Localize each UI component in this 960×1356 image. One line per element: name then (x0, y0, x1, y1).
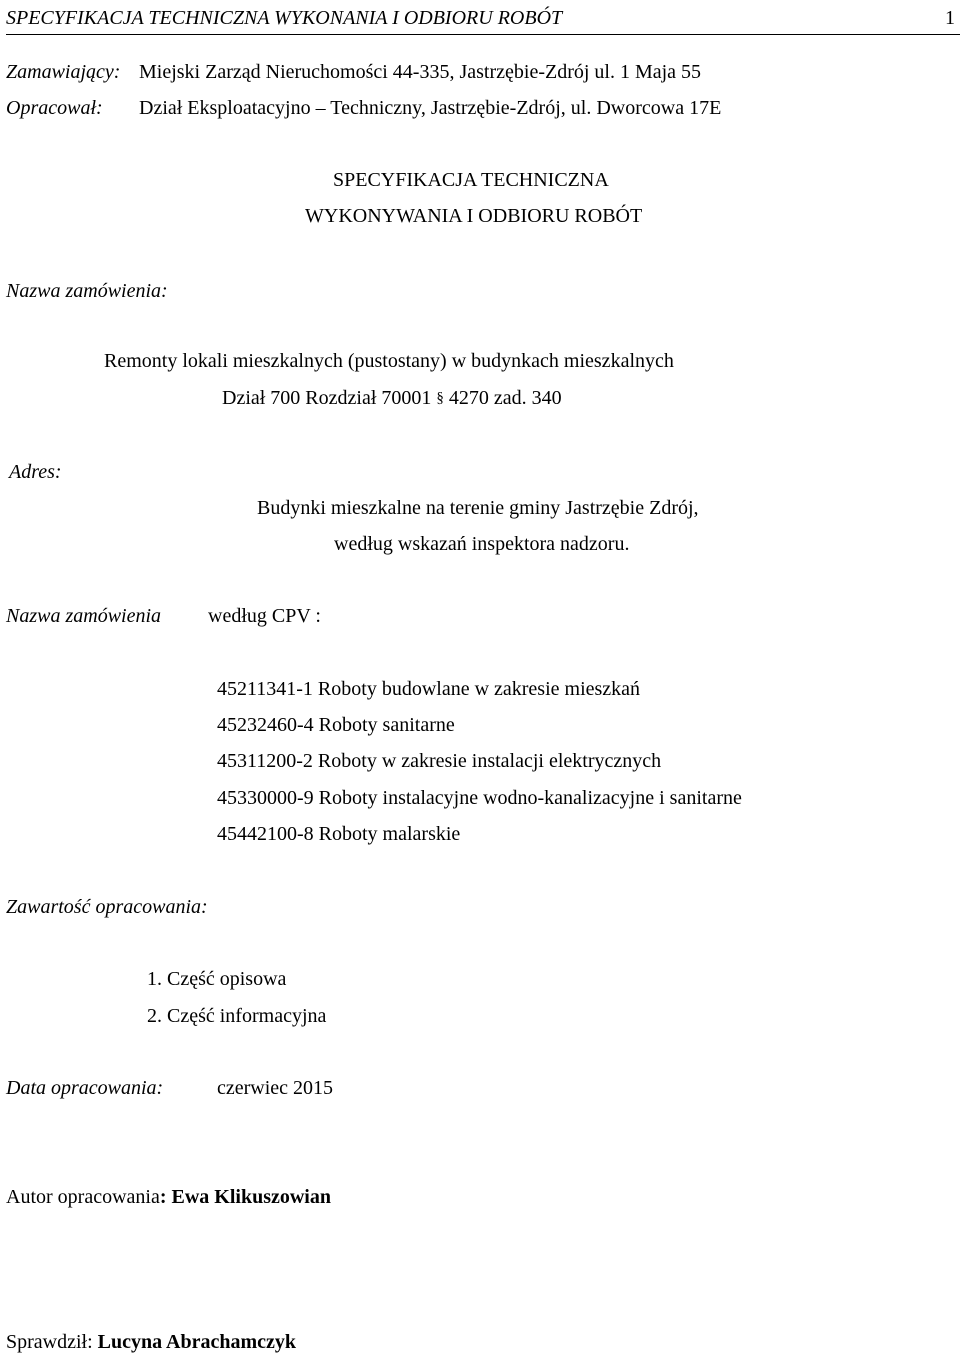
author-colon: : (159, 1186, 167, 1208)
order-line1: Remonty lokali mieszkalnych (pustostany) w budynkach mieszkalnych (104, 350, 674, 372)
cpv-label: Nazwa zamówienia (6, 605, 162, 627)
cpv-sublabel: według CPV : (208, 605, 321, 627)
date-label: Data opracowania: (6, 1077, 164, 1099)
author-org-label: Opracował: (6, 97, 103, 119)
cpv-item: 45211341-1 Roboty budowlane w zakresie mieszkań (217, 678, 641, 700)
order-line2 (222, 388, 562, 408)
checked-label: Sprawdził: (6, 1331, 93, 1353)
contents-label: Zawartość opracowania: (6, 896, 208, 918)
cpv-item: 45442100-8 Roboty malarskie (217, 823, 461, 845)
cpv-item: 45311200-2 Roboty w zakresie instalacji elektrycznych (217, 750, 662, 772)
cpv-item: 45330000-9 Roboty instalacyjne wodno-kanalizacyjne i sanitarne (217, 787, 742, 809)
document-title-line2: WYKONYWANIA I ODBIORU ROBÓT (305, 205, 643, 227)
header-rule (6, 34, 960, 35)
checked-name: Lucyna Abrachamczyk (97, 1331, 296, 1353)
author-label: Autor opracowania (6, 1186, 160, 1208)
date-value: czerwiec 2015 (217, 1077, 334, 1099)
document-title-line1: SPECYFIKACJA TECHNICZNA (333, 169, 609, 191)
address-line1: Budynki mieszkalne na terenie gminy Jastrzębie Zdrój, (257, 497, 699, 519)
paragraph-symbol: § (436, 390, 444, 406)
order-line2-part-b: 4270 zad. 340 (448, 387, 562, 409)
author-name: Ewa Klikuszowian (171, 1186, 331, 1208)
page-number: 1 (945, 7, 955, 29)
author-line (6, 1187, 331, 1207)
author-org-value: Dział Eksploatacyjno – Techniczny, Jastrzębie-Zdrój, ul. Dworcowa 17E (139, 97, 722, 119)
checked-line (6, 1332, 296, 1352)
order-line2-part-a: Dział 700 Rozdział 70001 (222, 387, 432, 409)
contents-item: 2. Część informacyjna (147, 1005, 327, 1027)
address-label: Adres: (9, 461, 62, 483)
address-line2: według wskazań inspektora nadzoru. (334, 533, 630, 555)
cpv-item: 45232460-4 Roboty sanitarne (217, 714, 455, 736)
running-header-title: SPECYFIKACJA TECHNICZNA WYKONANIA I ODBIORU ROBÓT (6, 7, 563, 29)
contents-item: 1. Część opisowa (147, 968, 287, 990)
client-value: Miejski Zarząd Nieruchomości 44-335, Jastrzębie-Zdrój ul. 1 Maja 55 (139, 61, 702, 83)
client-label: Zamawiający: (6, 61, 121, 83)
order-label: Nazwa zamówienia: (6, 280, 168, 302)
